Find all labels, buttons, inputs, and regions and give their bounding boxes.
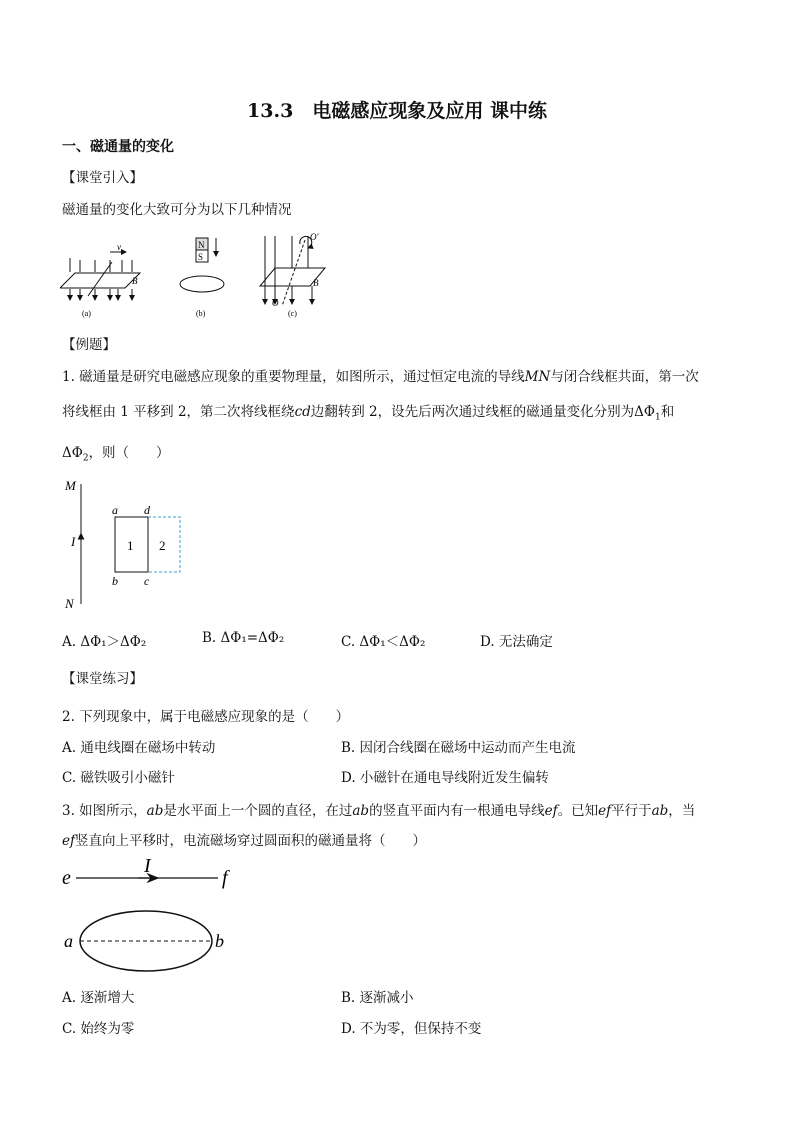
fig-a-v: v <box>117 242 121 252</box>
q2-option-b[interactable]: B. 因闭合线圈在磁场中运动而产生电流 <box>341 740 576 756</box>
q1-line2: 将线框由 1 平移到 2，第二次将线框绕cd边翻转到 2，设先后两次通过线框的磁通量变化分别为$\Delta\Phi_1$和 <box>62 404 675 423</box>
label-N: N <box>65 596 74 611</box>
label-d: d <box>144 503 150 517</box>
q2-option-d[interactable]: D. 小磁针在通电导线附近发生偏转 <box>341 770 549 786</box>
q3-option-c[interactable]: C. 始终为零 <box>62 1021 135 1037</box>
q3-line1: 3. 如图所示，ab是水平面上一个圆的直径，在过ab的竖直平面内有一根通电导线ef。已知ef平行于ab，当 <box>62 803 696 819</box>
q3-option-a[interactable]: A. 逐渐增大 <box>62 990 135 1006</box>
q1-figure <box>60 474 200 614</box>
q3-figure <box>58 852 248 980</box>
q1-line3: $\Delta\Phi_2$，则（ ） <box>62 445 170 464</box>
label-c: c <box>144 574 150 588</box>
fig-b-S: S <box>198 252 204 262</box>
fig-c-Oprime: O' <box>310 232 319 242</box>
fig-c-B: B <box>313 278 319 288</box>
q2-option-c[interactable]: C. 磁铁吸引小磁针 <box>62 770 175 786</box>
example-tag: 【例题】 <box>62 337 116 353</box>
label-M: M <box>65 478 76 493</box>
label-b: b <box>215 931 224 951</box>
page-title: 13.3 电磁感应现象及应用 课中练 <box>247 100 547 122</box>
intro-tag: 【课堂引入】 <box>62 170 143 186</box>
figure-a <box>60 252 140 300</box>
q3-line2: ef竖直向上平移时，电流磁场穿过圆面积的磁通量将（ ） <box>62 833 426 849</box>
label-1: 1 <box>127 538 134 553</box>
label-a: a <box>64 931 73 951</box>
q2-option-a[interactable]: A. 通电线圈在磁场中转动 <box>62 740 216 756</box>
q1-option-d[interactable]: D. 无法确定 <box>480 634 553 650</box>
label-e: e <box>62 867 71 889</box>
flux-cases-figure <box>60 228 340 320</box>
intro-text: 磁通量的变化大致可分为以下几种情况 <box>62 202 292 218</box>
fig-a-label: (a) <box>82 309 91 318</box>
q1-option-a[interactable]: A. ΔΦ₁＞ΔΦ₂ <box>62 634 147 650</box>
q3-option-b[interactable]: B. 逐渐减小 <box>341 990 414 1006</box>
fig-b-label: (b) <box>196 309 206 318</box>
label-2: 2 <box>159 538 166 553</box>
q1-option-c[interactable]: C. ΔΦ₁＜ΔΦ₂ <box>341 634 426 650</box>
label-f: f <box>222 867 228 889</box>
label-I: I <box>144 855 151 877</box>
q1-line1: 1. 磁通量是研究电磁感应现象的重要物理量，如图所示，通过恒定电流的导线MN与闭合线框共面，第一次 <box>62 369 699 385</box>
fig-c-O: O <box>272 298 279 308</box>
q2-stem: 2. 下列现象中，属于电磁感应现象的是（ ） <box>62 709 350 725</box>
label-a: a <box>112 503 118 517</box>
q1-option-b[interactable]: B. ΔΦ₁=ΔΦ₂ <box>202 630 285 646</box>
practice-tag: 【课堂练习】 <box>62 671 143 687</box>
fig-c-label: (c) <box>288 309 297 318</box>
q3-option-d[interactable]: D. 不为零，但保持不变 <box>341 1021 482 1037</box>
fig-a-B: B <box>132 276 138 286</box>
section-heading: 一、磁通量的变化 <box>62 139 174 155</box>
label-b: b <box>112 574 118 588</box>
fig-b-N: N <box>198 240 205 250</box>
figure-c <box>260 236 325 306</box>
label-I: I <box>71 534 76 549</box>
